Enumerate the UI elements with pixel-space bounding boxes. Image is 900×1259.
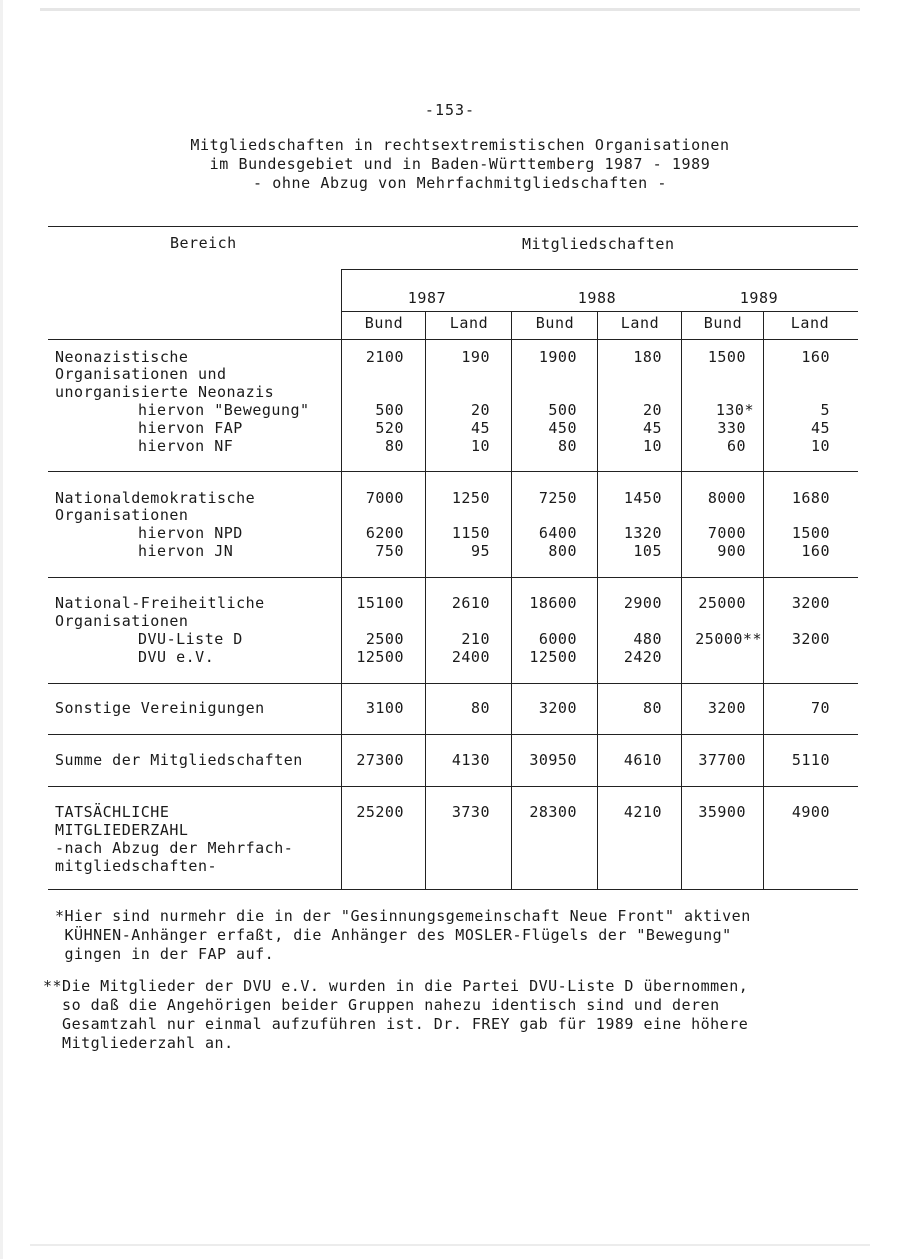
row-label: hiervon JN [138,542,234,560]
table-cell: 800 [548,542,577,560]
table-cell: 4210 [623,803,662,821]
table-cell: 520 [375,419,404,437]
table-cell: 95 [470,542,490,560]
row-label: hiervon NF [138,437,234,455]
year-1989: 1989 [739,289,779,307]
table-cell: 2500 [365,630,404,648]
sub-land-1989: Land [790,314,830,332]
row-label: Sonstige Vereinigungen [55,699,265,717]
row-label: TATSÄCHLICHE [55,803,170,821]
footnote-1: *Hier sind nurmehr die in der "Gesinnungsgemeinschaft Neue Front" aktiven KÜHNEN-Anhänger erfaßt, die Anhänger des MOSLER-Flügels der "Bewegung" gingen in der FAP auf. [55,907,751,963]
table-cell: 7000 [707,524,746,542]
table-cell: 4130 [451,751,490,769]
table-cell: 1680 [791,489,830,507]
table-cell: 900 [717,542,746,560]
table-cell: 20 [470,401,490,419]
table-cell: 1150 [451,524,490,542]
table-cell: 80 [470,699,490,717]
table-cell: 3200 [791,594,830,612]
table-cell: 35900 [698,803,746,821]
table-cell: 160 [801,542,830,560]
table-cell: 80 [557,437,577,455]
table-cell: 1250 [451,489,490,507]
header-mitgliedschaften: Mitgliedschaften [522,235,675,253]
table-cell: 105 [633,542,662,560]
table-cell: 480 [633,630,662,648]
table-cell: 1450 [623,489,662,507]
row-label: unorganisierte Neonazis [55,383,275,401]
table-cell: 3100 [365,699,404,717]
scan-edge-top [40,8,860,11]
row-label: mitgliedschaften- [55,857,218,875]
table-cell: 2610 [451,594,490,612]
header-bereich: Bereich [170,234,237,252]
row-label: -nach Abzug der Mehrfach- [55,839,294,857]
section-rule-1 [48,471,858,472]
section-rule-4 [48,734,858,735]
table-cell: 10 [810,437,830,455]
table-cell: 500 [548,401,577,419]
row-label: Nationaldemokratische [55,489,256,507]
row-label: hiervon "Bewegung" [138,401,310,419]
table-cell: 20 [642,401,662,419]
table-cell: 3200 [538,699,577,717]
table-cell: 5 [820,401,830,419]
table-cell: 37700 [698,751,746,769]
row-label: MITGLIEDERZAHL [55,821,189,839]
sub-bund-1989: Bund [703,314,743,332]
table-cell: 1500 [791,524,830,542]
table-cell: 12500 [356,648,404,666]
title-line-1: Mitgliedschaften in rechtsextremistischen Organisationen [190,136,730,154]
table-cell: 7250 [538,489,577,507]
table-cell: 330 [717,419,746,437]
table-cell: 500 [375,401,404,419]
table-cell: 130* [715,401,754,419]
table-cell: 1500 [707,348,746,366]
row-label: Organisationen und [55,365,227,383]
sub-land-1988: Land [620,314,660,332]
table-top-rule [48,226,858,227]
table-cell: 3200 [791,630,830,648]
table-cell: 18600 [529,594,577,612]
row-label: Summe der Mitgliedschaften [55,751,303,769]
row-label: Neonazistische [55,348,189,366]
section-rule-5 [48,786,858,787]
table-bottom-rule [48,889,858,890]
header-bottom-rule [48,339,858,340]
table-cell: 450 [548,419,577,437]
table-cell: 2100 [365,348,404,366]
table-cell: 45 [642,419,662,437]
table-cell: 12500 [529,648,577,666]
table-cell: 1320 [623,524,662,542]
table-cell: 6400 [538,524,577,542]
row-label: National-Freiheitliche [55,594,265,612]
table-cell: 27300 [356,751,404,769]
year-1987: 1987 [407,289,447,307]
table-cell: 6200 [365,524,404,542]
row-label: DVU-Liste D [138,630,243,648]
sub-bund-1987: Bund [364,314,404,332]
table-cell: 80 [642,699,662,717]
table-cell: 45 [470,419,490,437]
table-cell: 3200 [707,699,746,717]
table-cell: 28300 [529,803,577,821]
table-cell: 160 [801,348,830,366]
title-line-2: im Bundesgebiet und in Baden-Württemberg 1987 - 1989 [209,155,711,173]
table-cell: 6000 [538,630,577,648]
section-rule-3 [48,683,858,684]
header-year-rule [341,269,858,270]
table-cell: 10 [642,437,662,455]
header-sub-rule [341,311,858,312]
table-cell: 2400 [451,648,490,666]
table-cell: 4900 [791,803,830,821]
table-cell: 80 [384,437,404,455]
sub-land-1987: Land [449,314,489,332]
table-cell: 4610 [623,751,662,769]
title-line-3: - ohne Abzug von Mehrfachmitgliedschaften - [252,174,668,192]
table-cell: 25000** [695,630,762,648]
table-cell: 190 [461,348,490,366]
table-cell: 15100 [356,594,404,612]
table-cell: 70 [810,699,830,717]
year-1988: 1988 [577,289,617,307]
sub-bund-1988: Bund [535,314,575,332]
page-number: -153- [424,101,476,119]
table-cell: 2420 [623,648,662,666]
table-cell: 210 [461,630,490,648]
table-cell: 60 [726,437,746,455]
table-cell: 8000 [707,489,746,507]
table-cell: 750 [375,542,404,560]
table-cell: 1900 [538,348,577,366]
row-label: Organisationen [55,612,189,630]
table-cell: 25000 [698,594,746,612]
table-cell: 5110 [791,751,830,769]
table-cell: 180 [633,348,662,366]
table-cell: 3730 [451,803,490,821]
table-cell: 25200 [356,803,404,821]
row-label: hiervon FAP [138,419,243,437]
table-cell: 30950 [529,751,577,769]
row-label: DVU e.V. [138,648,215,666]
row-label: hiervon NPD [138,524,243,542]
table-cell: 7000 [365,489,404,507]
table-cell: 10 [470,437,490,455]
row-label: Organisationen [55,506,189,524]
section-rule-2 [48,577,858,578]
scan-edge-bottom [30,1244,870,1246]
table-cell: 45 [810,419,830,437]
footnote-2: **Die Mitglieder der DVU e.V. wurden in die Partei DVU-Liste D übernommen, so daß die Angehörigen beider Gruppen nahezu identisch sind und deren Gesamtzahl nur einmal aufzuführen ist. Dr. FREY gab für 1989 eine höhere Mitgliederzahl an. [43,977,749,1052]
table-cell: 2900 [623,594,662,612]
